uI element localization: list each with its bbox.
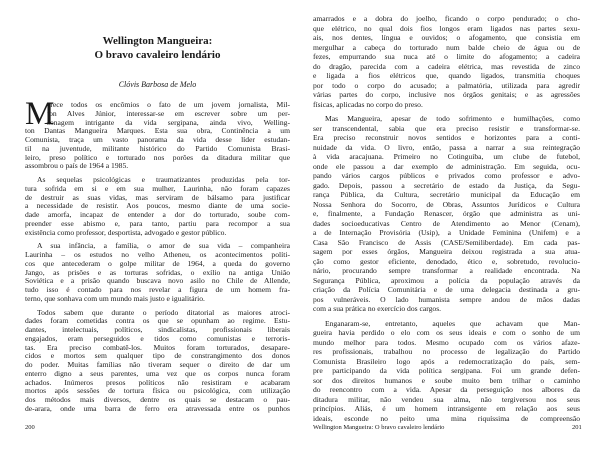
paragraph [313,114,580,314]
text-line: criação da Polícia Comunitária e de uma delegacia destinada a gru- [313,285,580,294]
text-line: sagem por esses órgãos, Mangueira deixou registrada a sua atua- [313,247,580,256]
left-text-column [25,96,290,419]
text-line: de-arara, onde uma barra de ferro era atravessada entre os punhos [25,403,290,413]
text-line: assombrou o país de 1964 a 1985. [25,161,129,171]
running-footer: Wellington Mangueira: O bravo cavaleiro lendário [313,424,445,431]
text-line: pos vulneráveis. O lado humanista sempre andou de mãos dadas [313,294,580,304]
right-page [300,0,600,453]
text-line: fezes, empurrando sua nuca até o limite do afogamento; a cadeira [313,52,580,61]
text-line: do dragão, parecida com a cadeira elétrica, mas revestida de zinco [313,61,580,71]
text-line: do poder. Muitas famílias não tiveram sequer o direito de dar um [25,360,290,369]
text-line: dade amorfa, incapaz de entender a dor do torturado, soube com- [25,210,290,219]
text-line: dades foram cometidas contra os que se opunham ao regime. Estu- [25,316,290,326]
text-line: mortos após sessões de tortura física ou psicológica, com utilização [25,386,290,396]
text-line: cos que antecederam o golpe militar de 1964, a queda do governo [25,258,290,268]
text-line: ção como gestor eficiente, denodado, ético e, sobretudo, revolucio- [313,256,580,266]
text-line: gueira havia perdido o elo com os seus ideais e com o sonho de um [313,328,580,337]
text-line: As sequelas psicológicas e traumatizantes produzidas pela tor- [37,175,290,184]
text-line: sor dos direitos humanos e soube muito bem trilhar o caminho [313,375,580,385]
text-line: amarrados e a dobra do joelho, ficando o corpo pendurado; o cho- [313,14,580,23]
text-line: Todos sabem que durante o período ditatorial as maiores atroci- [37,307,290,317]
paragraph [313,319,580,424]
text-line: que elétrico, no qual dois fios longos eram ligados nas partes sexu- [313,23,580,33]
text-line: erece todos os encômios o fato de um jovem jornalista, Mil- [47,100,290,109]
text-line: Laurinha – os estudos no velho Atheneu, os acontecimentos políti- [25,250,290,259]
text-line: existência como professor, desportista, advogado e gestor público. [25,227,227,237]
text-line: engajados, eram perseguidos e tidos como comunistas e terroris- [25,333,290,343]
text-line: mundo melhor para todos. Mesmo ocupado com os vários afaze- [313,337,580,347]
text-line: Era preciso reconstruir novos sentidos e horizontes para a conti- [313,133,580,142]
text-line: A sua infância, a família, o amor de sua vida – companheira [37,241,290,251]
text-line: com a sua prática no exercício dos cargos. [313,304,442,313]
text-line: e, finalmente, a Fundação Renascer, órgão que administra as uni- [313,209,580,218]
text-line: tas. Era preciso combatê-los. Muitos foram torturados, desapare- [25,342,290,352]
text-line: ditadura militar, não vendeu sua alma, não tergiversou nos seus [313,394,580,404]
right-text-column [313,14,580,428]
text-line: Casa São Francisco de Assis (CASE/Semiliberdade). Em cada pas- [313,237,580,247]
text-line: à vida aracajuana. Primeiro no Cotinguiba, um clube de futebol, [313,152,580,161]
text-line: til na juventude, militante histórico do Partido Comunista Brasi- [25,143,290,153]
text-line: Comunista Brasileiro logo após a redemocratização do país, sem- [313,356,580,366]
text-line: Jango, as prisões e as torturas sofridas, o exílio na antiga União [25,267,290,277]
text-line: pre participando da vida política sergipana. Foi um grande defen- [313,366,580,375]
text-line: Mas Mangueira, apesar de todo sofrimento e humilhações, como [325,114,580,123]
text-line: Soviética e a prisão quando buscava novo asilo no Chile de Allende, [25,276,290,286]
paragraph [313,14,580,109]
text-line: físicas, aplicadas no corpo do preso. [313,99,423,109]
text-line: preender esse abismo e, para tanto, partiu para recompor a sua [25,218,290,228]
text-line: Enganaram-se, entretanto, aqueles que achavam que Man- [325,318,580,328]
text-line: nário, procurando sempre transformar a realidade encontrada. Na [313,266,580,275]
text-line: Segurança Pública, aproximou a polícia da população através da [313,275,580,285]
text-line: gado. Depois, passou a secretário de estado da Justiça, da Segu- [313,180,580,190]
text-line: nuidade da vida. O livro, então, passa a narrar a sua reintegração [313,142,580,152]
text-line: cidos e mortos sem qualquer tipo de constrangimento dos donos [25,351,290,361]
text-line: dos métodos mais diversos, dentre os quais se destacam o pau- [25,395,290,404]
text-line: mergulhar a cabeça do torturado num balde cheio de água ou de [313,42,580,52]
paragraph [25,96,290,171]
text-line: Comunista, traça um vasto panorama da vida desse líder estudan- [25,135,290,144]
page-number-left: 200 [25,424,35,431]
page-number-right: 201 [572,424,582,431]
text-line: princípios. Aliás, é um homem intransigente em relação aos seus [313,404,580,413]
text-line: e ligada a fios elétricos que, quando ligados, transmitia choques [313,71,580,80]
text-line: dades socioeducativas Centro de Atendimento ao Menor (Cenam), [313,218,580,228]
text-line: rança Pública, da Cultura, secretário municipal da Educação em [313,190,580,199]
text-line: Nossa Senhora do Socorro, de Obras, Assuntos Jurídicos e Cultura [313,199,580,209]
text-line: pando vários cargos públicos e privados como professor e advo- [313,171,580,180]
text-line: a de Internação Provisória (Usip), a Unidade Feminina (Unifem) e a [313,228,580,237]
text-line: de destruir as suas vidas, mas serviram de bálsamo para justificar [25,192,290,202]
article-title-line-1: Wellington Mangueira: [102,35,213,47]
text-line: achados. Inúmeros presos políticos não resistiram e acabaram [25,377,290,387]
drop-cap: M [25,96,55,132]
text-line: várias partes do corpo, inclusive nos órgãos genitais; e as agressões [313,90,580,99]
text-line: res profissionais, trabalhou no processo de legalização do Partido [313,347,580,356]
text-line: tudo isso é contado para nos revelar a figura de um homem fra- [25,285,290,294]
text-line: ser transcendental, sabia que era preciso resistir e transformar-se. [313,123,580,133]
text-line: ais, nos dentes, língua e ouvidos; o afogamento, que consistia em [313,33,580,42]
article-author: Clóvis Barbosa de Melo [118,80,197,89]
text-line: ideais, esconde no peito uma mina riquíssima de compreensão [313,413,580,423]
text-line: sonagem intrigante da vida sergipana, ainda vivo, Welling- [47,117,290,127]
text-line: do reencontro com a vida. Apesar da perseguição nos albores da [313,385,580,394]
text-line: tura sofrida em si e em sua mulher, Laurinha, não foram capazes [25,183,290,193]
text-line: dantes, intelectuais, políticos, sindicalistas, profissionais liberais [25,325,290,334]
article-title-line-2: O bravo cavaleiro lendário [94,49,221,61]
paragraph [25,242,290,303]
text-line: ton Dantas Mangueira Marques. Esta sua obra, Continência a um [25,126,290,136]
paragraph [25,176,290,237]
text-line: ton Alves Júnior, interessar-se em escrever sobre um per- [47,108,290,118]
paragraph [25,309,290,414]
text-line: a necessidade de resistir. Aos poucos, mesmo diante de uma socie- [25,201,290,211]
text-line: enterro digno a seus parentes, uma vez que os corpos nunca foram [25,368,290,378]
text-line: onde ele passou a dar exemplo de administração. Em seguida, ocu- [313,161,580,171]
text-line: leiro, preso político e torturado nos porões da ditadura militar que [25,152,290,162]
text-line: por todo o corpo do acusado; a palmatória, utilizada para agredir [313,80,580,90]
text-line: terno, que sonhava com um mundo mais justo e igualitário. [25,293,205,303]
